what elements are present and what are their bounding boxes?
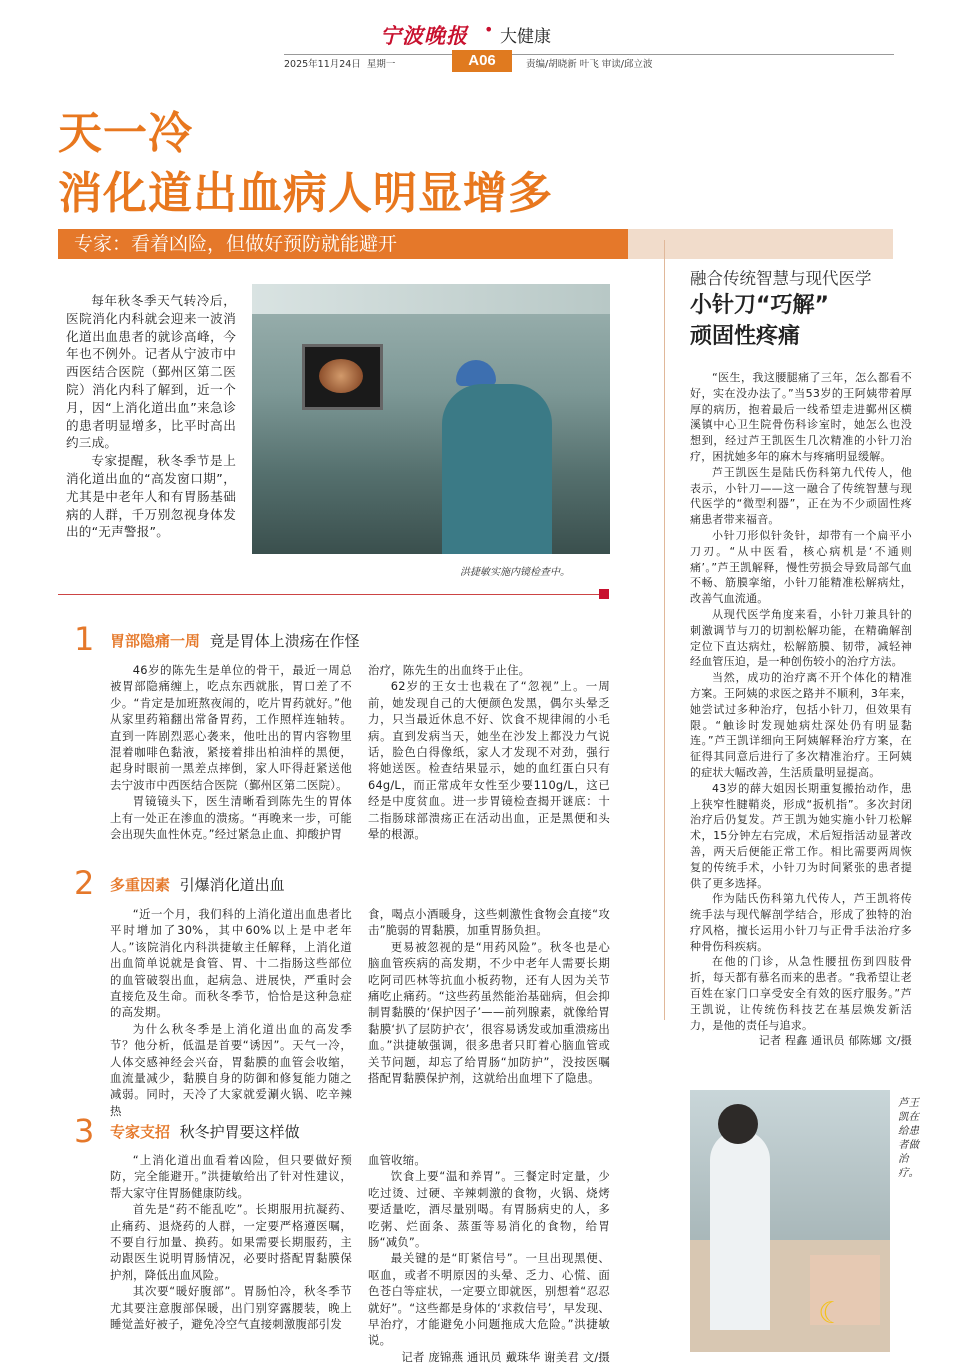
sidebar-kicker: 融合传统智慧与现代医学 [690, 269, 872, 288]
body-paragraph: 从现代医学角度来看，小针刀兼具针的刺激调节与刀的切割松解功能，在精确解剖定位下直达病灶，松解筋膜、韧带，减轻神经血管压迫，是一种创伤较小的治疗方法。 [690, 607, 912, 669]
weekday: 星期一 [366, 59, 396, 70]
section-1-col-1 [110, 662, 352, 842]
sidebar-headline-line-2: 顽固性疼痛 [690, 324, 801, 349]
subhead: 专家：看着凶险，但做好预防就能避开 [74, 233, 398, 255]
doctor-figure [442, 384, 552, 554]
section-subtitle: 引爆消化道出血 [179, 876, 285, 894]
body-paragraph: 当然，成功的治疗离不开个体化的精准方案。王阿姨的求医之路并不顺利，3年来，她尝试过多种治疗，包括小针刀，但效果有限。“触诊时发现她病灶深处仍有明显黏连。”芦王凯详细向王阿姨解释治疗方案，在征得其同意后进行了多次精准治疗。王阿姨的症状大幅改善，生活质量明显提高。 [690, 671, 912, 779]
headline-line-1: 天一冷 [58, 108, 193, 159]
headline [58, 104, 553, 224]
body-paragraph: 胃镜镜头下，医生清晰看到陈先生的胃体上有一处正在渗血的溃疡。“再晚来一步，可能会出现失血性休克。”经过紧急止血、抑酸护胃 [110, 794, 352, 842]
acupotomy-photo [690, 1090, 890, 1352]
body-paragraph: 食，喝点小酒暖身，这些刺激性食物会直接“攻击”脆弱的胃黏膜，加重胃肠负担。 [368, 907, 610, 938]
header-rule [284, 54, 894, 55]
section-2-col-2 [368, 906, 610, 1086]
section-2-title [110, 874, 285, 895]
section-3-title [110, 1121, 300, 1142]
masthead-logo: 宁波晚报 [380, 23, 468, 48]
body-paragraph: 为什么秋冬季是上消化道出血的高发季节？他分析，低温是首要“诱因”。天气一冷，人体交感神经会兴奋，胃黏膜的血管会收缩，血流量减少，黏膜自身的防御和修复能力随之减弱。同时，天冷了大家就爱涮火锅、吃辛辣热 [110, 1021, 352, 1118]
moon-icon: ☾ [818, 1296, 845, 1331]
doctor-head [718, 1104, 758, 1144]
byline: 记者 程鑫 通讯员 郁陈娜 文/摄 [758, 1034, 912, 1048]
section-1-title [110, 630, 360, 651]
section-tag: 专家支招 [110, 1123, 171, 1141]
section-subtitle: 竟是胃体上溃疡在作怪 [209, 632, 360, 650]
body-paragraph: “上消化道出血看着凶险，但只要做好预防，完全能避开。”洪捷敏给出了针对性建议，帮大家守住胃肠健康防线。 [110, 1153, 352, 1200]
doctor-cap [456, 360, 496, 386]
body-paragraph: 治疗，陈先生的出血终于止住。 [368, 663, 531, 677]
body-paragraph: 在他的门诊，从急性腰扭伤到四肢骨折，每天都有慕名而来的患者。“我希望让老百姓在家门口享受安全有效的医疗服务。”芦王凯说，让传统伤科技艺在基层焕发新活力，是他的责任与追求。 [690, 955, 912, 1032]
editors-line: 责编/胡晓新 叶飞 审读/邱立波 [526, 59, 653, 70]
section-3-col-1 [110, 1152, 352, 1332]
ceiling-lamp [252, 284, 610, 314]
section-number: 3 [74, 1112, 95, 1150]
lead-paragraph: 专家提醒，秋冬季节是上消化道出血的“高发窗口期”，尤其是中老年人和有胃肠基础病的人群，千万别忽视身体发出的“无声警报”。 [66, 453, 236, 540]
section-1-col-2 [368, 662, 610, 842]
photo-caption-vertical: 芦王凯在给患者做治疗。 [898, 1097, 919, 1179]
section-1-heading [74, 620, 94, 658]
endoscope-monitor [302, 344, 383, 410]
body-paragraph: 其次要“暖好腹部”。胃肠怕冷，秋冬季节尤其要注意腹部保暖，出门别穿露腰装，晚上睡觉盖好被子，避免冷空气直接刺激腹部引发 [110, 1284, 352, 1332]
section-number: 2 [74, 864, 95, 902]
body-paragraph: 43岁的薛大姐因长期重复搬抬动作，患上狭窄性腱鞘炎，形成“扳机指”。多次封闭治疗后仍复发。芦王凯为她实施小针刀松解术，15分钟左右完成，术后短指活动显著改善，两天后便能正常工作。相比需要两周恢复的传统手术，小针刀为时间紧张的患者提供了更多选择。 [690, 781, 912, 890]
body-paragraph: 小针刀形似针灸针，却带有一个扁平小刀刃。“从中医看，核心病机是‘不通则痛’。”芦王凯解释，慢性劳损会导致局部气血不畅、筋膜挛缩，小针刀能精准松解病灶，改善气血流通。 [690, 528, 912, 606]
lead-text [66, 292, 236, 541]
body-paragraph: 62岁的王女士也栽在了“忽视”上。一周前，她发现自己的大便颜色发黑，偶尔头晕乏力，只当最近休息不好、饮食不规律闹的小毛病。直到发病当天，她坐在沙发上都没力气说话，脸色白得像纸，家人才发现不对劲，强行将她送医。检查结果显示，她的血红蛋白只有64g/L，而正常成年女性至少要110g/L，这已经是中度贫血。进一步胃镜检查揭开谜底：十二指肠球部溃疡正在活动出血，正是黑便和头晕的根源。 [368, 679, 610, 842]
body-paragraph: 血管收缩。 [368, 1153, 426, 1167]
endoscopy-photo [252, 284, 610, 554]
column-rule [664, 240, 665, 1020]
body-paragraph: “近一个月，我们科的上消化道出血患者比平时增加了30%，其中60%以上是中老年人。”该院消化内科洪捷敏主任解释，上消化道出血简单说就是食管、胃、十二指肠这些部位的血管破裂出血，起病急、进展快，严重时会直接危及生命。而秋冬季节，恰恰是这种急症的高发期。 [110, 907, 352, 1020]
section-divider [58, 594, 606, 595]
section-subtitle: 秋冬护胃要这样做 [179, 1123, 300, 1141]
body-paragraph: 更易被忽视的是“用药风险”。秋冬也是心脑血管疾病的高发期，不少中老年人需要长期吃阿司匹林等抗血小板药物，还有人因为关节痛吃止痛药。“这些药虽然能治基础病，但会抑制胃黏膜的‘保护因子’——前列腺素，就像给胃黏膜‘扒了层防护衣’，很容易诱发或加重溃疡出血。”洪捷敏强调，很多患者只盯着心脑血管或关节问题，却忘了给胃肠“加防护”，没按医嘱搭配胃黏膜保护剂，这就给出血埋下了隐患。 [368, 939, 610, 1086]
headline-line-2: 消化道出血病人明显增多 [58, 168, 553, 219]
divider-marker [599, 589, 609, 599]
sidebar-headline-line-1: 小针刀“巧解” [690, 293, 829, 318]
section-3-heading [74, 1112, 94, 1150]
body-paragraph: 46岁的陈先生是单位的骨干，最近一周总被胃部隐痛缠上，吃点东西就胀，胃口差了不少。“肯定是加班熬夜闹的，吃片胃药就好。”他从家里药箱翻出常备胃药，工作照样连轴转。直到一阵剧烈恶心袭来，他吐出的胃内容物里混着咖啡色黏液，紧接着排出柏油样的黑便，起身时眼前一黑差点摔倒，家人吓得赶紧送他去宁波市中西医结合医院（鄞州区第二医院）。 [110, 663, 352, 792]
byline: 记者 庞锦燕 通讯员 戴珠华 谢美君 文/摄 [401, 1349, 610, 1364]
sidebar-header-panel [628, 229, 893, 259]
photo-caption: 洪捷敏实施内镜检查中。 [460, 567, 570, 578]
body-paragraph: 芦王凯医生是陆氏伤科第九代传人，他表示，小针刀——这一融合了传统智慧与现代医学的“微型利器”，正在为不少顽固性疼痛患者带来福音。 [690, 465, 912, 527]
body-paragraph: 作为陆氏伤科第九代传人，芦王凯将传统手法与现代解剖学结合，形成了独特的治疗风格，擅长运用小针刀与正骨手法治疗多种骨伤科疾病。 [690, 892, 912, 953]
section-tag: 胃部隐痛一周 [110, 632, 201, 650]
body-paragraph: 最关键的是“盯紧信号”。一旦出现黑便、呕血，或者不明原因的头晕、乏力、心慌、面色苍白等症状，一定要立即就医，别想着“忍忍就好”。“这些都是身体的‘求救信号’，早发现、早治疗，才能避免小问题拖成大危险。”洪捷敏说。 [368, 1251, 610, 1348]
section-tag: 多重因素 [110, 876, 171, 894]
doctor-figure [710, 1130, 770, 1330]
body-paragraph: “医生，我这腰腿痛了三年，怎么都看不好，实在没办法了。”当53岁的王阿姨带着厚厚的病历，抱着最后一线希望走进鄞州区横溪镇中心卫生院骨伤科诊室时，她怎么也没想到，经过芦王凯医生几次精准的小针刀治疗，困扰她多年的麻木与疼痛明显缓解。 [690, 371, 912, 463]
section-number: 1 [74, 620, 95, 658]
body-paragraph: 饮食上要“温和养胃”。三餐定时定量，少吃过烫、过硬、辛辣刺激的食物，火锅、烧烤要适量吃，酒尽量别喝。有胃肠病史的人，多吃粥、烂面条、蒸蛋等易消化的食物，给胃肠“减负”。 [368, 1169, 610, 1250]
body-paragraph: 首先是“药不能乱吃”。长期服用抗凝药、止痛药、退烧药的人群，一定要严格遵医嘱，不要自行加量、换药。如果需要长期服药，主动跟医生说明胃肠情况，必要时搭配胃黏膜保护剂，降低出血风险。 [110, 1202, 352, 1282]
section-name: 大健康 [500, 27, 551, 47]
sidebar-headline [690, 290, 829, 352]
date-line [284, 56, 395, 70]
masthead-separator: • [484, 20, 494, 39]
sidebar-body [690, 370, 912, 1049]
lead-paragraph: 每年秋冬季天气转冷后，医院消化内科就会迎来一波消化道出血患者的就诊高峰，今年也不例外。记者从宁波市中西医结合医院（鄞州区第二医院）消化内科了解到，近一个月，因“上消化道出血”来急诊的患者明显增多，比平时高出约三成。 [66, 293, 236, 451]
date: 2025年11月24日 [284, 59, 361, 70]
section-2-col-1 [110, 906, 352, 1119]
page-number: A06 [452, 50, 512, 72]
section-3-col-2 [368, 1152, 610, 1365]
section-2-heading [74, 864, 94, 902]
